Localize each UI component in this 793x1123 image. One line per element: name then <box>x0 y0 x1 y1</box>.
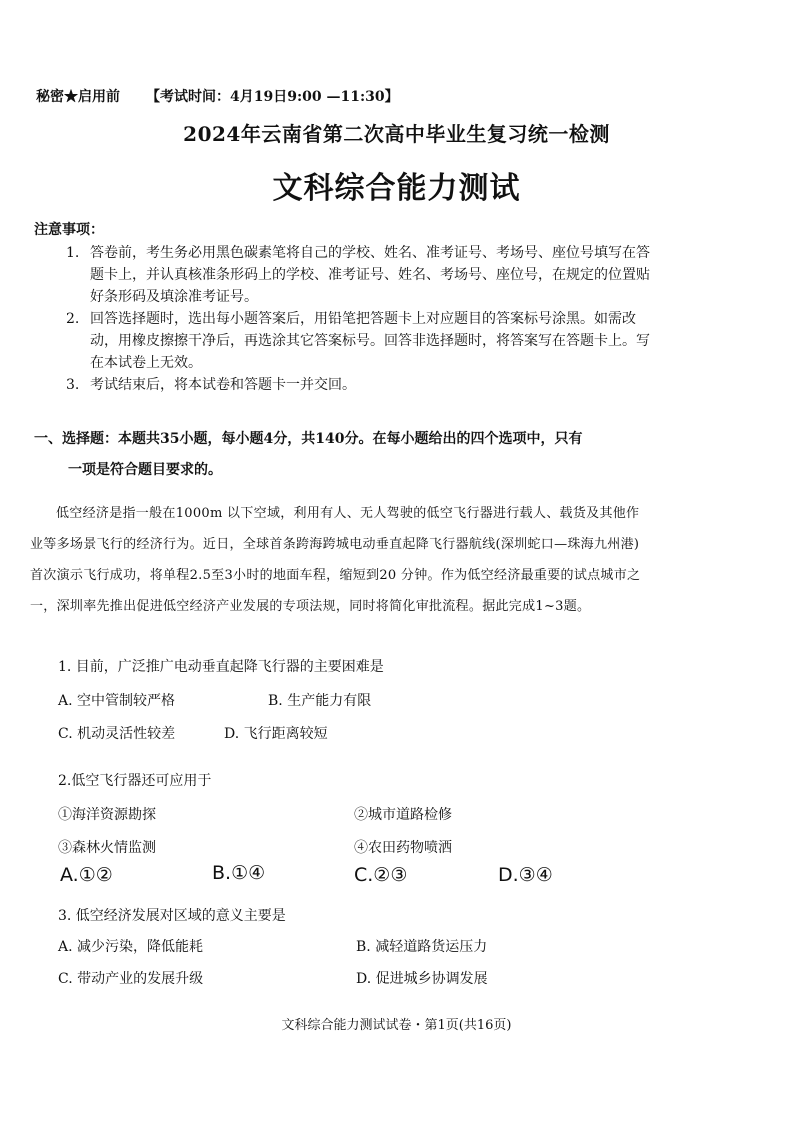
exam-time: 【考试时间：4月19日9:00 —11:30】 <box>146 89 399 105</box>
section-heading-line1: 一、选择题：本题共35小题，每小题4分，共140分。在每小题给出的四个选项中，只有 <box>34 431 583 447</box>
confidential-label: 秘密★启用前 <box>36 89 120 105</box>
question-1-stem: 1. 目前，广泛推广电动垂直起降飞行器的主要困难是 <box>58 659 384 675</box>
question-2-option-a: A.①② <box>60 864 113 886</box>
question-2-option-c: C.②③ <box>354 864 408 886</box>
page-footer: 文科综合能力测试试卷・第1页(共16页) <box>281 1018 512 1033</box>
question-3-stem: 3. 低空经济发展对区域的意义主要是 <box>58 908 286 924</box>
question-3-option-b: B. 减轻道路货运压力 <box>356 939 488 955</box>
section-heading-line2: 一项是符合题目要求的。 <box>68 462 222 478</box>
header-line <box>36 86 399 106</box>
note-item <box>66 308 656 374</box>
question-3-option-a: A. 减少污染，降低能耗 <box>58 939 204 955</box>
exam-title: 2024年云南省第二次高中毕业生复习统一检测 <box>183 122 610 146</box>
question-2-item-4: ④农田药物喷洒 <box>354 840 452 856</box>
note-number: 3. <box>66 377 80 393</box>
section-heading <box>34 424 654 486</box>
question-1-option-c: C. 机动灵活性较差 <box>58 726 176 742</box>
note-item <box>66 242 656 308</box>
note-text: 回答选择题时，选出每小题答案后，用铅笔把答题卡上对应题目的答案标号涂黑。如需改动，用橡皮擦擦干净后，再选涂其它答案标号。回答非选择题时，将答案写在答题卡上。写在本试卷上无效。 <box>90 311 650 371</box>
note-number: 2. <box>66 311 80 327</box>
note-number: 1. <box>66 245 80 261</box>
question-2-option-d: D.③④ <box>498 864 553 886</box>
question-2-stem: 2.低空飞行器还可应用于 <box>58 773 212 789</box>
question-3-option-d: D. 促进城乡协调发展 <box>356 971 488 987</box>
notes-heading: 注意事项： <box>34 222 104 238</box>
note-text: 考试结束后，将本试卷和答题卡一并交回。 <box>90 377 356 393</box>
question-2-item-3: ③森林火情监测 <box>58 840 156 856</box>
question-1-option-a: A. 空中管制较严格 <box>58 693 176 709</box>
question-2-option-b: B.①④ <box>212 862 266 884</box>
reading-passage: 低空经济是指一般在1000m 以下空域，利用有人、无人驾驶的低空飞行器进行载人、载货及其他作业等多场景飞行的经济行为。近日，全球首条跨海跨城电动垂直起降飞行器航线(深圳蛇口—珠海九州港)首次演示飞行成功，将单程2.5至3小时的地面车程，缩短到20 分钟。作为低空经济最重要的试点城市之一，深圳率先推出促进低空经济产业发展的专项法规，同时将简化审批流程。据此完成1~3题。 <box>30 506 641 614</box>
question-3-option-c: C. 带动产业的发展升级 <box>58 971 204 987</box>
question-1-option-d: D. 飞行距离较短 <box>224 726 328 742</box>
question-2-item-2: ②城市道路检修 <box>354 807 452 823</box>
note-item <box>66 374 656 396</box>
note-text: 答卷前，考生务必用黑色碳素笔将自己的学校、姓名、准考证号、考场号、座位号填写在答题卡上，并认真核准条形码上的学校、准考证号、姓名、考场号、座位号，在规定的位置贴好条形码及填涂准考证号。 <box>90 245 650 305</box>
notes-list <box>66 242 656 396</box>
question-2-item-1: ①海洋资源勘探 <box>58 807 156 823</box>
question-1-option-b: B. 生产能力有限 <box>268 693 372 709</box>
exam-subtitle: 文科综合能力测试 <box>272 171 521 206</box>
